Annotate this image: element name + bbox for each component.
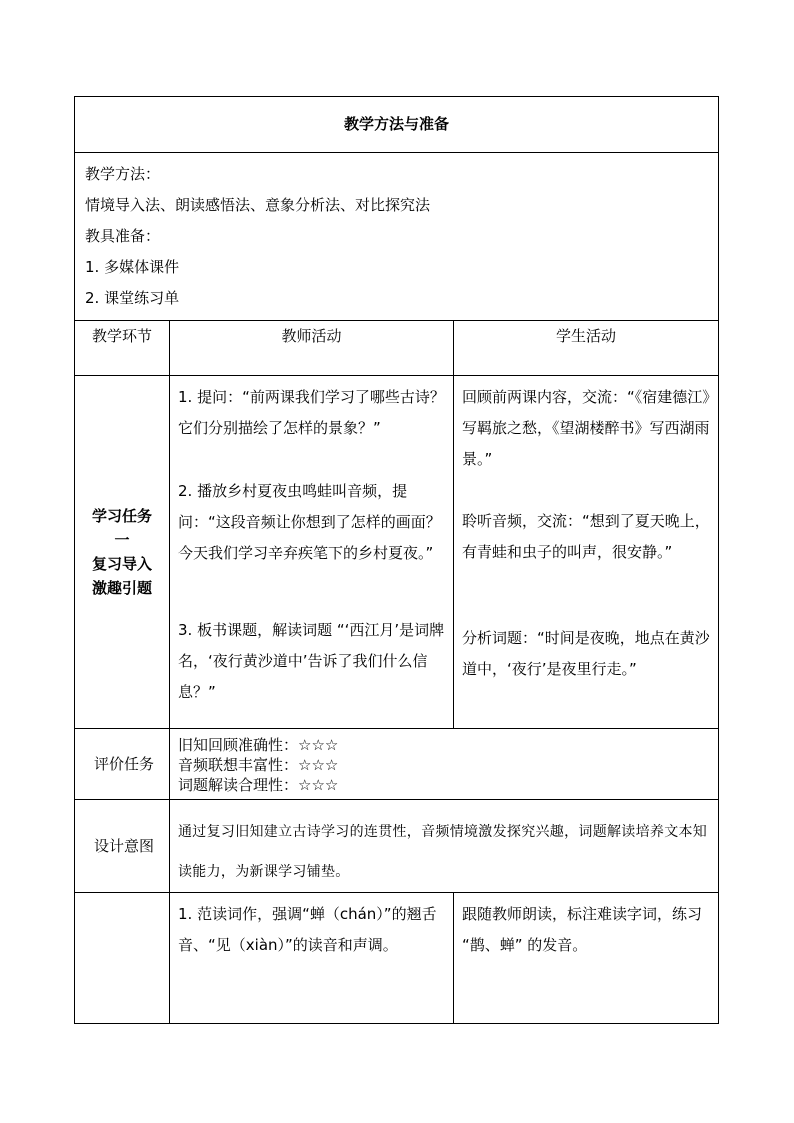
phase-task1-line3: 复习导入 [91,555,152,573]
evaluation-item-3: 词题解读合理性：☆☆☆ [178,776,339,794]
student-activity-task2 [454,893,719,1024]
evaluation-item-2: 音频联想丰富性：☆☆☆ [178,756,339,774]
preparation-cell [75,153,719,321]
methods-text: 情境导入法、朗读感悟法、意象分析法、对比探究法 [85,196,431,214]
teacher-task2-step-1: 1. 范读词作，强调“蝉（chán）”的翘舌音、“见（xiàn）”的读音和声调。 [178,905,437,954]
intent-text: 通过复习旧知建立古诗学习的连贯性，音频情境激发探究兴趣，词题解读培养文本知读能力，为新课学习铺垫。 [178,824,708,880]
student-activity-task1 [454,376,719,729]
lesson-plan-table [74,96,719,1024]
teacher-step-1: 1. 提问：“前两课我们学习了哪些古诗？它们分别描绘了怎样的景象？” [178,388,445,437]
header-student: 学生活动 [454,321,719,376]
phase-task1-line4: 激趣引题 [91,579,152,597]
evaluation-items [170,729,719,800]
teacher-step-3: 3. 板书课题，解读词题 “‘西江月’是词牌名，‘夜行黄沙道中’告诉了我们什么信息？” [178,621,445,701]
evaluation-item-1: 旧知回顾准确性：☆☆☆ [178,736,339,754]
method-label: 教学方法： [85,165,161,183]
student-step-1: 回顾前两课内容，交流：“《宿建德江》写羁旅之愁，《望湖楼醉书》写西湖雨景。” [462,388,710,468]
phase-task1-line2: 一 [114,531,130,549]
phase-task1-line1: 学习任务 [91,507,152,525]
header-phase: 教学环节 [75,321,170,376]
phase-task1 [75,376,170,729]
tool-item-1: 1. 多媒体课件 [85,258,180,276]
student-task2-step-1: 跟随教师朗读，标注难读字词，练习 “鹊、蝉” 的发音。 [462,905,703,954]
tools-label: 教具准备： [85,227,161,245]
table-title: 教学方法与准备 [75,97,719,153]
phase-task2 [75,893,170,1024]
teacher-step-2: 2. 播放乡村夏夜虫鸣蛙叫音频，提问：“这段音频让你想到了怎样的画面？今天我们学习辛弃疾笔下的乡村夏夜。” [178,482,441,562]
evaluation-label: 评价任务 [75,729,170,800]
teacher-activity-task2 [170,893,454,1024]
intent-label: 设计意图 [75,800,170,893]
tool-item-2: 2. 课堂练习单 [85,289,180,307]
header-teacher: 教师活动 [170,321,454,376]
student-step-2: 聆听音频，交流：“想到了夏天晚上，有青蛙和虫子的叫声，很安静。” [462,512,710,561]
intent-cell [170,800,719,893]
student-step-3: 分析词题：“时间是夜晚，地点在黄沙道中，‘夜行’是夜里行走。” [462,629,710,678]
teacher-activity-task1 [170,376,454,729]
